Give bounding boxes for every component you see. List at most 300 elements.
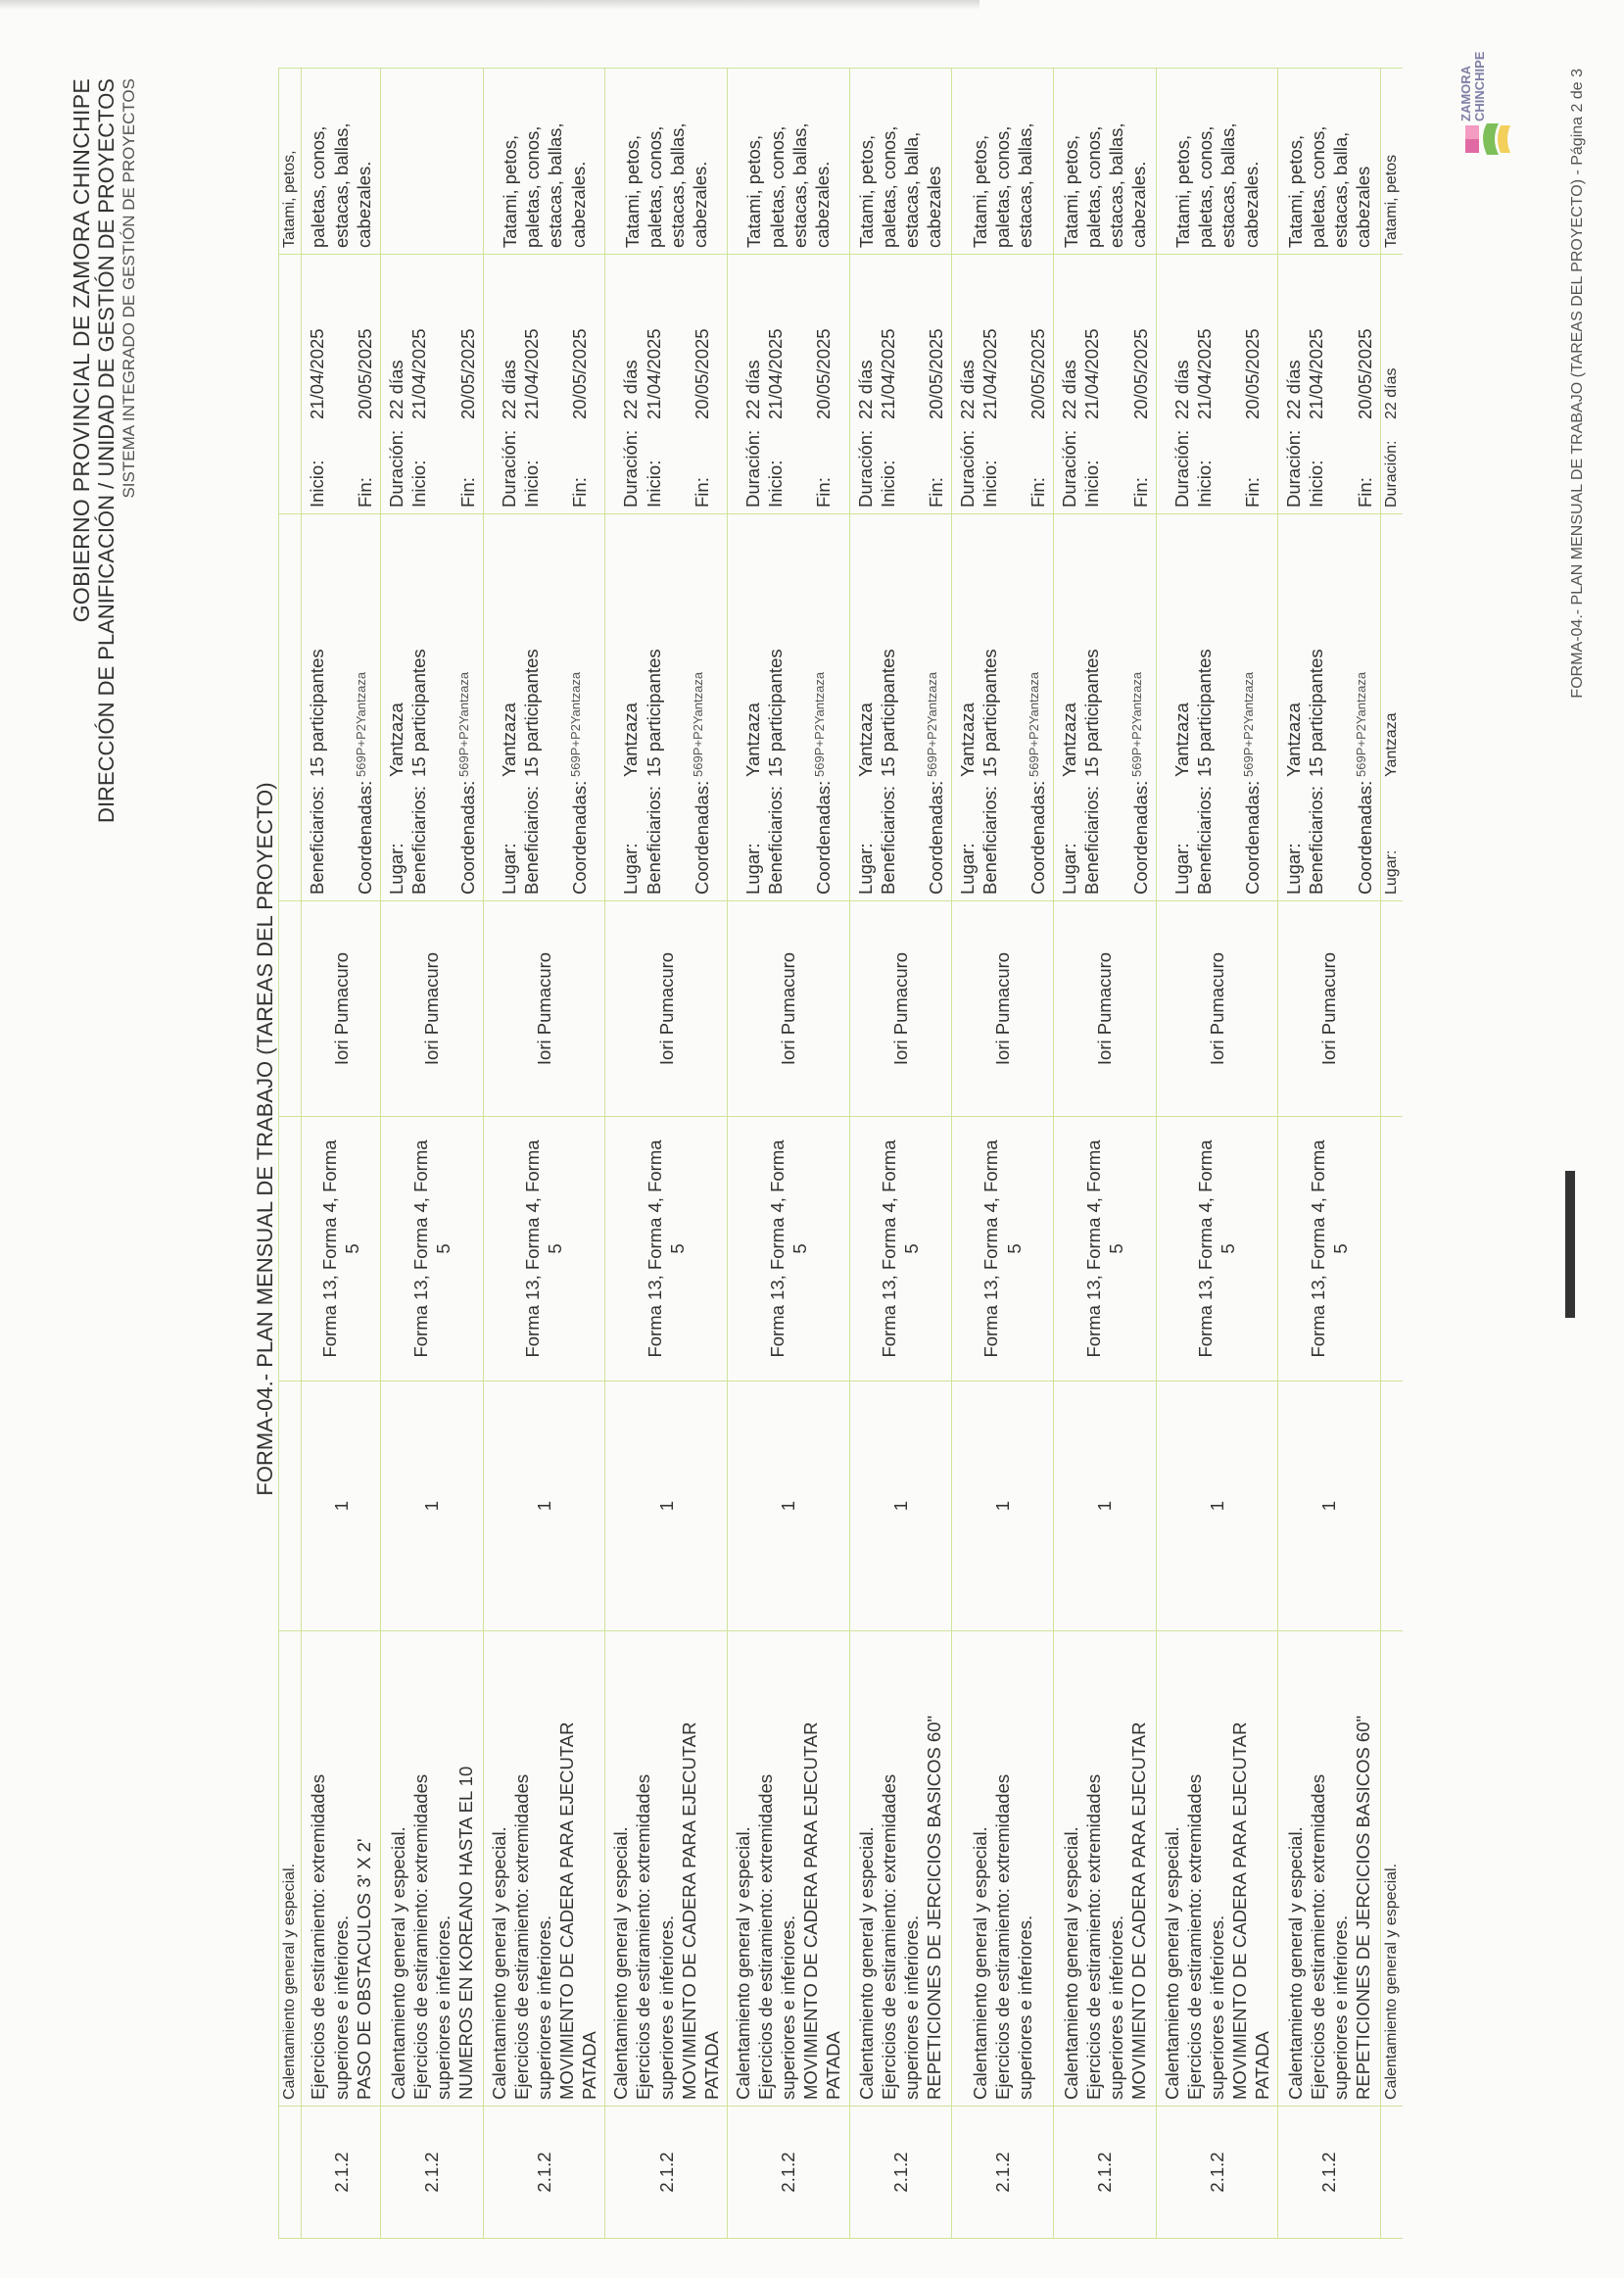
spacer [787,261,812,419]
field-value: Yantzaza [498,703,519,777]
field-value: Yantzaza [742,703,763,777]
field-label: Inicio: [520,460,542,508]
activity-description [483,1631,605,2107]
table-row [951,69,1053,2239]
responsible: Iori Pumacuro [302,901,381,1117]
responsible: Iori Pumacuro [483,901,605,1117]
field-value: 15 participantes [1081,649,1103,777]
responsible: Iori Pumacuro [727,901,849,1117]
field-value: 22 días [498,360,519,419]
task-code: 2.1.2 [849,2107,951,2239]
logo-text-2: CHINCHIPE [1471,51,1487,121]
activity-line: superiores e inferiores. [1206,1914,1227,2100]
materials-line: Tatami, petos, [281,150,298,248]
field-label: Lugar: [956,843,978,895]
activity-line: MOVIMIENTO DE CADERA PARA EJECUTAR [556,1721,577,2100]
location-grid [956,520,1049,895]
materials-line: Tatami, petos, [1172,134,1194,248]
materials-line: estacas, ballas, [667,122,689,248]
spacer [431,520,456,777]
field-value: 21/04/2025 [520,328,542,419]
materials-line: paletas, conos, [992,125,1013,248]
activity-line: Calentamiento general y especial. [1382,1863,1400,2100]
materials [605,69,728,255]
materials-line: estacas, ballas, [788,122,810,248]
activity-line: MOVIMIENTO DE CADERA PARA EJECUTAR [678,1721,699,2100]
spacer [1216,419,1241,508]
dates-info [302,255,381,514]
materials [1278,69,1380,255]
activity-line: REPETICIONES DE JERCICIOS BASICOS 60" [1353,1715,1374,2100]
materials-line: estacas, ballas, [1105,122,1126,248]
dates-info [381,255,483,514]
cell [1380,1117,1403,1381]
cell [279,255,302,514]
spacer [328,777,354,895]
field-value: 569P+P2Yantzaza [354,671,369,777]
table-row [1156,69,1278,2239]
location-grid [306,520,376,895]
activity-description [381,1631,483,2107]
activity-line: Ejercicios de estiramiento: extremidades [1307,1773,1328,2100]
dates-info [1054,255,1156,514]
spacer [1001,419,1027,508]
field-value: 15 participantes [979,649,1000,777]
page-footer: FORMA-04.- PLAN MENSUAL DE TRABAJO (TAREAS DEL PROYECTO) - Página 2 de 3 [1569,69,1586,699]
activity-description [951,1631,1053,2107]
quantity: 1 [605,1381,728,1631]
activity-line: superiores e inferiores. [1105,1914,1126,2100]
responsible: Iori Pumacuro [1156,901,1278,1117]
spacer [328,419,354,508]
materials-line: paletas, conos, [1195,125,1217,248]
field-value: 22 días [386,360,407,419]
field-label: Coordenadas: [355,780,376,895]
spacer [899,419,925,508]
materials-line: paletas, conos, [308,125,329,248]
table-row-partial-bottom [1380,69,1403,2239]
spacer [899,777,925,895]
materials-line: paletas, conos, [522,125,544,248]
field-label: Beneficiarios: [408,785,430,895]
field-value: Yantzaza [956,703,978,777]
field-label: Lugar: [386,843,407,895]
location-grid [385,520,478,895]
spacer [328,520,354,777]
forms-line: 5 [1003,1243,1025,1254]
activity-line: Calentamiento general y especial. [969,1826,990,2100]
materials-line: estacas, ballas, [545,122,566,248]
field-label: Duración: [854,429,876,508]
spacer [543,520,568,777]
spacer [543,419,568,508]
field-value: 569P+P2Yantzaza [690,671,705,777]
field-value: 22 días [1059,360,1080,419]
field-label: Coordenadas: [813,780,835,895]
activity-line: NUMEROS EN KOREANO HASTA EL 10 [455,1766,477,2100]
field-value: 15 participantes [765,649,787,777]
dates-info [1278,255,1380,514]
field-value: 569P+P2Yantzaza [568,671,583,777]
field-label: Duración: [620,429,642,508]
unit-name: DIRECCIÓN DE PLANIFICACIÓN / UNIDAD DE GESTIÓN DE PROYECTOS [94,78,119,823]
forms-line: Forma 13, Forma 4, Forma [409,1139,431,1358]
quantity: 1 [727,1381,849,1631]
spacer [1216,777,1241,895]
field-label: Duración: [1283,429,1305,508]
spacer [1001,520,1027,777]
field-value: 22 días [956,360,978,419]
spacer [1104,419,1129,508]
activity-line: Ejercicios de estiramiento: extremidades [1183,1773,1205,2100]
field-label: Fin: [456,477,478,508]
table-row [849,69,951,2239]
location-info [302,514,381,901]
field-label: Coordenadas: [1027,780,1049,895]
forms-line: Forma 13, Forma 4, Forma [766,1139,788,1358]
zamora-chinchipe-logo [1440,49,1538,157]
materials-line: cabezales. [1128,161,1150,248]
activity-line: PATADA [823,2031,844,2100]
forms-line: 5 [667,1243,689,1254]
field-label: Duración: [1382,440,1400,508]
forms-line: 5 [342,1243,363,1254]
field-value: 21/04/2025 [1081,328,1103,419]
system-name: SISTEMA INTEGRADO DE GESTIÓN DE PROYECTOS [119,78,138,499]
field-label: Fin: [1354,477,1375,508]
materials-line: Tatami, petos, [743,134,765,248]
field-value: 20/05/2025 [1354,328,1375,419]
forms-list [605,1117,728,1381]
forms-line: Forma 13, Forma 4, Forma [879,1139,900,1358]
field-value: 21/04/2025 [1193,328,1215,419]
forms-line: 5 [1329,1243,1351,1254]
forms-line: 5 [1105,1243,1126,1254]
dates-info [1156,255,1278,514]
spacer [1216,520,1241,777]
field-label: Lugar: [1382,849,1400,895]
field-label: Lugar: [620,843,642,895]
field-value: 21/04/2025 [408,328,430,419]
field-label: Fin: [1129,477,1151,508]
field-value: 15 participantes [1306,649,1327,777]
field-label: Inicio: [1081,460,1103,508]
materials [381,69,483,255]
cell [1380,255,1403,514]
spacer [1104,261,1129,419]
activity-line: PATADA [579,2031,600,2100]
field-value: 22 días [1170,360,1192,419]
field-label: Beneficiarios: [307,785,327,895]
activity-description [727,1631,849,2107]
dates-grid [1382,261,1402,508]
spacer [1001,261,1027,419]
field-label: Beneficiarios: [765,785,787,895]
materials-line: Tatami, petos, [969,134,990,248]
activity-line: MOVIMIENTO DE CADERA PARA EJECUTAR [1128,1721,1150,2100]
activity-line: REPETICIONES DE JERCICIOS BASICOS 60" [924,1715,945,2100]
materials-line: estacas, balla, [1329,131,1351,248]
field-value: 569P+P2Yantzaza [812,671,828,777]
field-label: Lugar: [1059,843,1080,895]
field-value: Yantzaza [1170,703,1192,777]
cell [1380,1381,1403,1631]
tasks-table-body [279,69,1403,2239]
field-value: 20/05/2025 [1242,328,1263,419]
cell [1380,514,1403,901]
field-label: Inicio: [1306,460,1327,508]
quantity: 1 [1156,1381,1278,1631]
forms-line: Forma 13, Forma 4, Forma [1195,1139,1217,1358]
materials-line: cabezales. [1240,161,1262,248]
field-label: Duración: [742,429,763,508]
materials-line: cabezales [1353,166,1374,248]
materials-line: estacas, ballas, [1015,122,1036,248]
field-value: 569P+P2Yantzaza [1027,671,1042,777]
table-row [1054,69,1156,2239]
field-label: Coordenadas: [569,780,590,895]
spacer [328,261,354,419]
field-label: Coordenadas: [691,780,712,895]
dates-grid [1058,261,1151,508]
forms-line: Forma 13, Forma 4, Forma [522,1139,544,1358]
materials-line: Tatami, petos, [1060,134,1081,248]
field-label: Inicio: [979,460,1000,508]
location-info [605,514,728,901]
spacer [899,261,925,419]
cell [1380,69,1403,255]
document-header [69,78,138,823]
field-value: 21/04/2025 [643,328,664,419]
dates-grid [956,261,1049,508]
spacer [899,520,925,777]
field-value: 22 días [854,360,876,419]
materials-line: estacas, ballas, [1218,122,1239,248]
activity-line: Ejercicios de estiramiento: extremidades [308,1773,329,2100]
activity-line: Ejercicios de estiramiento: extremidades [1082,1773,1104,2100]
org-name: GOBIERNO PROVINCIAL DE ZAMORA CHINCHIPE [69,78,94,623]
field-label: Fin: [1027,477,1049,508]
activity-line: superiores e inferiores. [432,1914,454,2100]
forms-list [951,1117,1053,1381]
cell [1380,901,1403,1117]
forms-list [302,1117,381,1381]
activity-line: superiores e inferiores. [533,1914,554,2100]
dates-grid [854,261,947,508]
field-label: Coordenadas: [1129,780,1151,895]
materials-line: Tatami, petos [1382,154,1400,248]
field-label: Duración: [386,429,407,508]
forms-list [849,1117,951,1381]
field-value: 569P+P2Yantzaza [455,671,471,777]
spacer [431,777,456,895]
materials-line: cabezales. [690,161,711,248]
field-value: 20/05/2025 [1129,328,1151,419]
field-label: Inicio: [765,460,787,508]
field-label: Duración: [1170,429,1192,508]
forms-list [1156,1117,1278,1381]
field-label: Beneficiarios: [643,785,664,895]
form-title: FORMA-04.- PLAN MENSUAL DE TRABAJO (TAREAS DEL PROYECTO) [253,782,277,1496]
materials-line: paletas, conos, [766,125,788,248]
logo-icon [1440,49,1538,157]
location-grid [1058,520,1151,895]
spacer [665,520,691,777]
cell [279,1631,302,2107]
field-label: Duración: [956,429,978,508]
materials-line: paletas, conos, [644,125,665,248]
materials [1054,69,1156,255]
activity-line: superiores e inferiores. [901,1914,923,2100]
activity-line: Ejercicios de estiramiento: extremidades [879,1773,900,2100]
activity-line: Calentamiento general y especial. [732,1826,753,2100]
activity-line: Calentamiento general y especial. [387,1826,408,2100]
table-row [605,69,728,2239]
field-value: Yantzaza [854,703,876,777]
dates-grid [1282,261,1375,508]
field-label: Beneficiarios: [877,785,898,895]
quantity: 1 [849,1381,951,1631]
field-value: 15 participantes [877,649,898,777]
field-label: Duración: [1059,429,1080,508]
spacer [1328,261,1354,419]
field-value: 20/05/2025 [456,328,478,419]
responsible: Iori Pumacuro [605,901,728,1117]
spacer [1216,261,1241,419]
location-grid [1382,520,1402,895]
forms-list [381,1117,483,1381]
spacer [1104,777,1129,895]
forms-list [1054,1117,1156,1381]
location-info [951,514,1053,901]
field-label: Inicio: [877,460,898,508]
activity-line: Calentamiento general y especial. [281,1863,298,2100]
dates-grid [619,261,712,508]
spacer [1328,520,1354,777]
field-value: 20/05/2025 [925,328,946,419]
materials [727,69,849,255]
dates-info [483,255,605,514]
field-value: Yantzaza [1283,703,1305,777]
table-row [302,69,381,2239]
dates-info [727,255,849,514]
cell [279,901,302,1117]
field-label: Beneficiarios: [520,785,542,895]
location-grid [1282,520,1375,895]
location-info [1278,514,1380,901]
field-value: 22 días [1283,360,1305,419]
materials-line: Tatami, petos, [855,134,877,248]
activity-line: PATADA [1252,2031,1273,2100]
dates-info [605,255,728,514]
forms-line: 5 [788,1243,810,1254]
field-value: 21/04/2025 [979,328,1000,419]
spacer [431,419,456,508]
location-grid [498,520,591,895]
materials-line: paletas, conos, [1307,125,1328,248]
activity-line: superiores e inferiores. [330,1914,352,2100]
location-grid [1170,520,1264,895]
cell [279,1117,302,1381]
activity-line: MOVIMIENTO DE CADERA PARA EJECUTAR [800,1721,822,2100]
field-label: Fin: [1242,477,1263,508]
materials-line: Tatami, petos, [1284,134,1306,248]
activity-description [849,1631,951,2107]
field-label: Fin: [569,477,590,508]
field-value: 20/05/2025 [1027,328,1049,419]
activity-line: Ejercicios de estiramiento: extremidades [409,1773,431,2100]
responsible: Iori Pumacuro [1054,901,1156,1117]
table-row [483,69,605,2239]
quantity: 1 [302,1381,381,1631]
table-row-partial-top [279,69,302,2239]
task-code: 2.1.2 [1278,2107,1380,2239]
dates-grid [741,261,835,508]
field-label: Lugar: [742,843,763,895]
task-code: 2.1.2 [727,2107,849,2239]
field-value: 569P+P2Yantzaza [924,671,939,777]
field-label: Lugar: [1283,843,1305,895]
location-info [381,514,483,901]
spacer [665,777,691,895]
forms-line: 5 [1218,1243,1239,1254]
materials-line: cabezales. [567,161,589,248]
activity-description [1156,1631,1278,2107]
task-code: 2.1.2 [1156,2107,1278,2239]
forms-line: Forma 13, Forma 4, Forma [980,1139,1002,1358]
field-value: 21/04/2025 [307,328,327,419]
activity-line: superiores e inferiores. [778,1914,799,2100]
field-label: Coordenadas: [1354,780,1375,895]
field-label: Coordenadas: [1242,780,1263,895]
field-label: Lugar: [1170,843,1192,895]
spacer [1001,777,1027,895]
dates-grid [306,261,376,508]
dates-grid [498,261,591,508]
field-value: 20/05/2025 [813,328,835,419]
materials-line: cabezales [924,166,945,248]
activity-line: superiores e inferiores. [1329,1914,1351,2100]
activity-line: Calentamiento general y especial. [488,1826,509,2100]
activity-line: Calentamiento general y especial. [1161,1826,1182,2100]
location-grid [619,520,712,895]
task-code: 2.1.2 [381,2107,483,2239]
forms-list [727,1117,849,1381]
materials-line: Tatami, petos, [500,134,521,248]
field-value: 20/05/2025 [569,328,590,419]
field-label: Beneficiarios: [979,785,1000,895]
cell [279,69,302,255]
field-value: 21/04/2025 [877,328,898,419]
dates-info [849,255,951,514]
field-label: Inicio: [307,460,327,508]
quantity: 1 [951,1381,1053,1631]
field-value: 569P+P2Yantzaza [1241,671,1256,777]
field-value: 22 días [1382,367,1400,419]
location-info [1156,514,1278,901]
location-info [849,514,951,901]
spacer [543,777,568,895]
field-value: 569P+P2Yantzaza [1353,671,1368,777]
forms-line: 5 [545,1243,566,1254]
field-value: 15 participantes [643,649,664,777]
task-code: 2.1.2 [951,2107,1053,2239]
field-label: Beneficiarios: [1306,785,1327,895]
location-grid [741,520,835,895]
task-code: 2.1.2 [302,2107,381,2239]
task-code: 2.1.2 [1054,2107,1156,2239]
activity-line: Ejercicios de estiramiento: extremidades [510,1773,532,2100]
